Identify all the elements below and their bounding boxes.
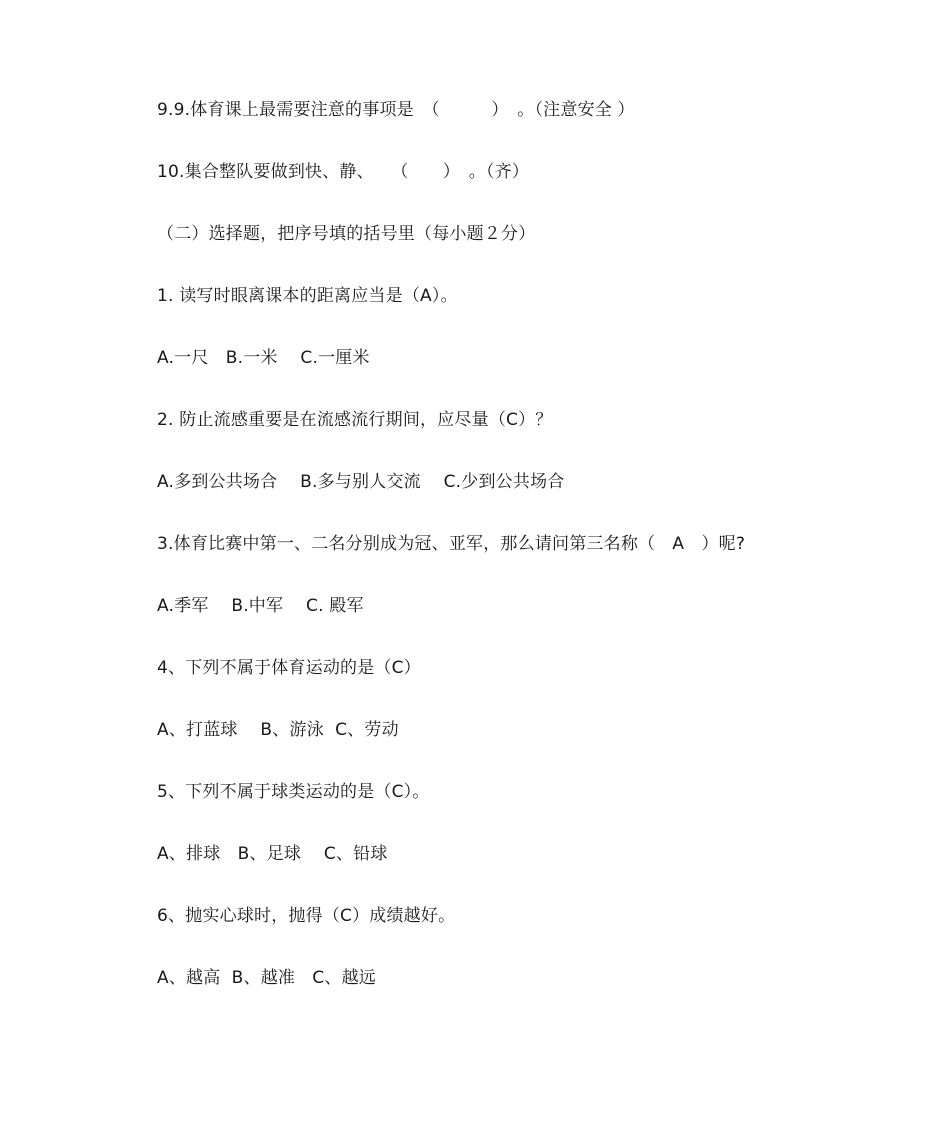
choice-question-2: 2. 防止流感重要是在流感流行期间，应尽量（C）？: [157, 410, 553, 430]
choice-options-5: A、排球 B、足球 C、铅球: [157, 844, 388, 864]
section-heading-choice: （二）选择题，把序号填的括号里（每小题２分）: [157, 224, 536, 244]
choice-options-4: A、打蓝球 B、游泳 C、劳动: [157, 720, 399, 740]
question-10-line: 10.集合整队要做到快、静、 （ ） 。（齐）: [157, 162, 530, 182]
choice-question-5: 5、下列不属于球类运动的是（C）。: [157, 782, 430, 802]
choice-options-1: A.一尺 B.一米 C.一厘米: [157, 348, 370, 368]
choice-options-2: A.多到公共场合 B.多与别人交流 C.少到公共场合: [157, 472, 565, 492]
choice-question-6: 6、抛实心球时，抛得（C）成绩越好。: [157, 906, 456, 926]
document-body: [157, 94, 917, 1024]
choice-question-3: 3.体育比赛中第一、二名分别成为冠、亚军，那么请问第三名称（ A ）呢?: [157, 534, 746, 554]
choice-options-6: A、越高 B、越准 C、越远: [157, 968, 376, 988]
choice-question-4: 4、下列不属于体育运动的是（C）: [157, 658, 421, 678]
question-9-line: 9.9.体育课上最需要注意的事项是 （ ） 。（注意安全 ）: [157, 100, 635, 120]
choice-question-1: 1. 读写时眼离课本的距离应当是（A）。: [157, 286, 458, 306]
choice-options-3: A.季军 B.中军 C. 殿军: [157, 596, 364, 616]
